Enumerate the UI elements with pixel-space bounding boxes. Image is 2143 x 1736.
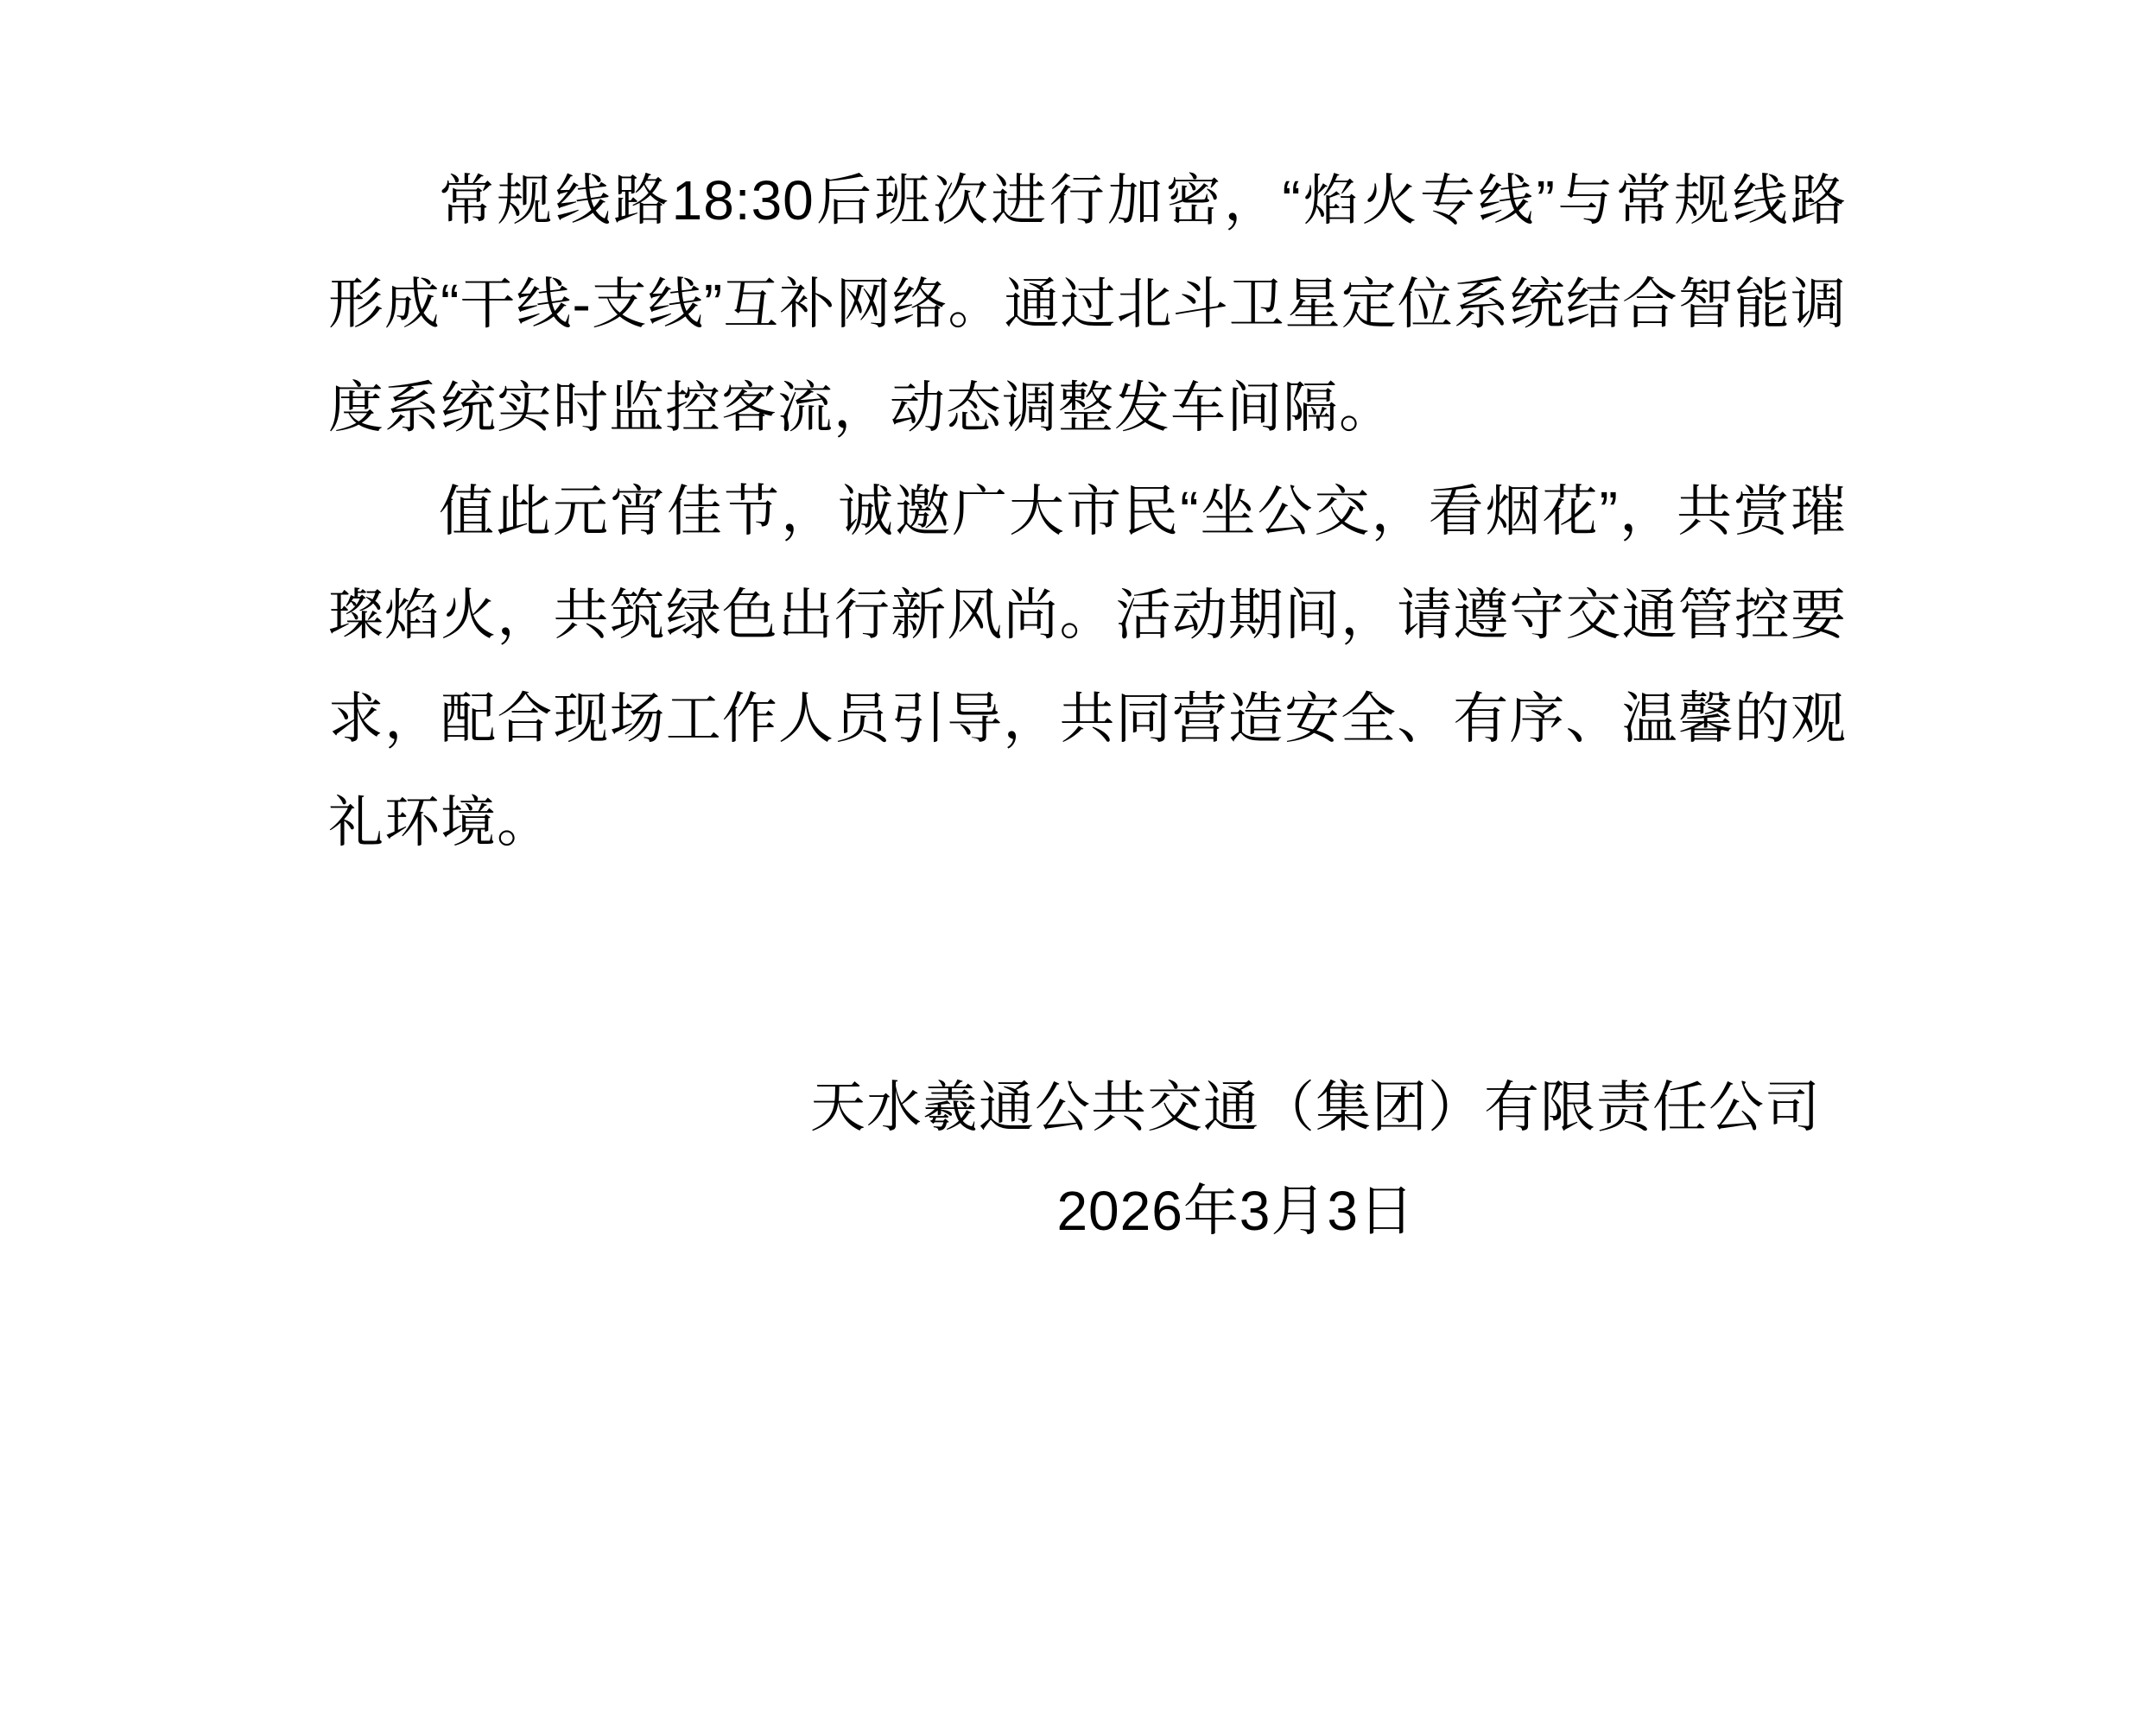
signature-date: 2026年3月3日 <box>1056 1180 1415 1242</box>
paragraph-invitation: 值此元宵佳节，诚邀广大市民“坐公交，看烟花”，共赏璀璨焰火，共筑绿色出行新风尚。活动期间，请遵守交通管控要求，配合现场工作人员引导，共同营造安全、有序、温馨的观礼环境。 <box>328 480 1847 853</box>
paragraph-service-network: 常规线路18:30后班次进行加密，“焰火专线”与常规线路形成“干线-支线”互补网络。通过北斗卫星定位系统结合智能调度系统实时监控客流，动态调整发车间隔。 <box>328 169 1847 439</box>
document-body <box>328 149 1847 874</box>
signature-block <box>328 1055 1847 1263</box>
signature-company-name: 天水羲通公共交通（集团）有限责任公司 <box>810 1076 1821 1138</box>
